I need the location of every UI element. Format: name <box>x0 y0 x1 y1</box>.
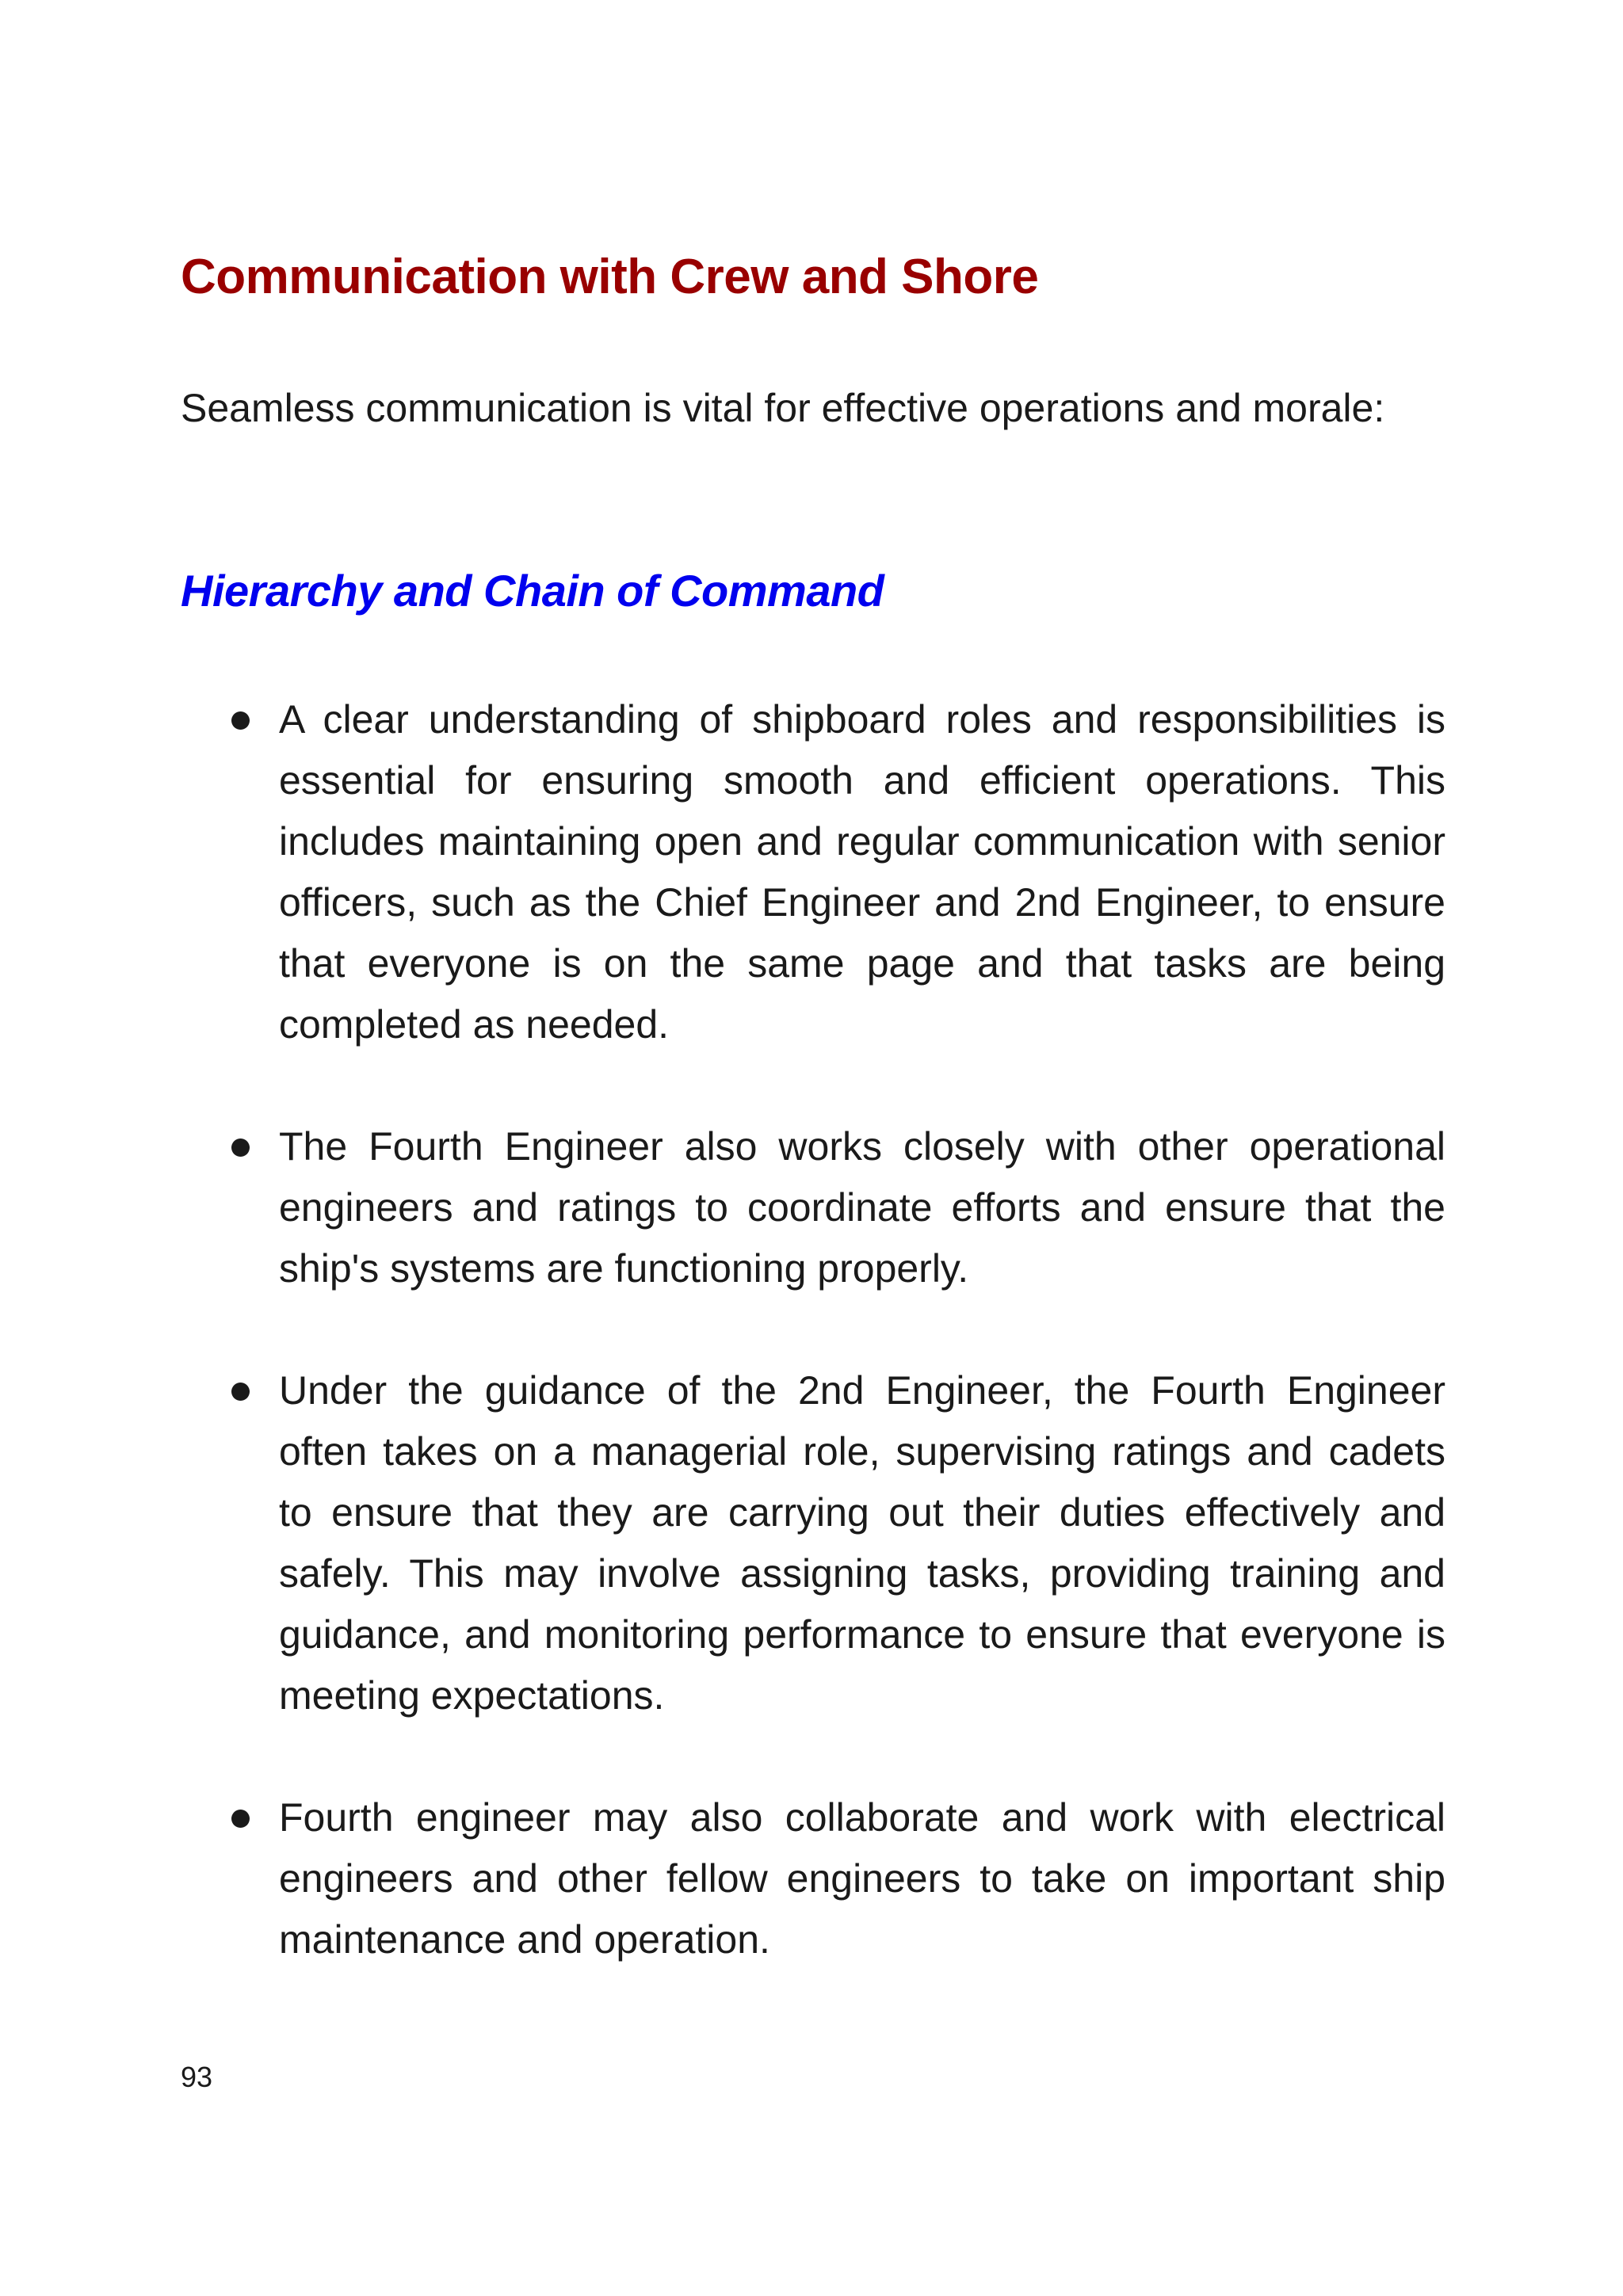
section-heading: Communication with Crew and Shore <box>181 250 1039 304</box>
bullet-item <box>279 1787 1445 1970</box>
bullet-icon <box>231 1383 250 1401</box>
bullet-icon <box>231 1810 250 1828</box>
bullet-item <box>279 1116 1445 1299</box>
bullet-text: Fourth engineer may also collaborate and work with electrical engineers and other fellow engineers to take on important ship maintenance and operation. <box>279 1795 1445 1962</box>
bullet-icon <box>231 711 250 730</box>
subsection-heading: Hierarchy and Chain of Command <box>181 566 884 616</box>
bullet-item <box>279 1360 1445 1726</box>
bullet-text: Under the guidance of the 2nd Engineer, the Fourth Engineer often takes on a managerial role, supervising ratings and cadets to ensure that they are carrying out their duties effectively and safely. This may involve assigning tasks, providing training and guidance, and monitoring performance to ensure that everyone is meeting expectations. <box>279 1368 1445 1718</box>
bullet-text: The Fourth Engineer also works closely with other operational engineers and ratings to coordinate efforts and ensure that the ship's systems are functioning properly. <box>279 1124 1445 1291</box>
bullet-list <box>279 689 1445 2031</box>
bullet-item <box>279 689 1445 1055</box>
bullet-icon <box>231 1138 250 1157</box>
intro-paragraph: Seamless communication is vital for effective operations and morale: <box>181 386 1385 430</box>
page-number: 93 <box>181 2061 213 2093</box>
bullet-text: A clear understanding of shipboard roles and responsibilities is essential for ensuring smooth and efficient operations. This includes maintaining open and regular communication with senior officers, such as the Chief Engineer and 2nd Engineer, to ensure that everyone is on the same page and that tasks are being completed as needed. <box>279 697 1445 1047</box>
